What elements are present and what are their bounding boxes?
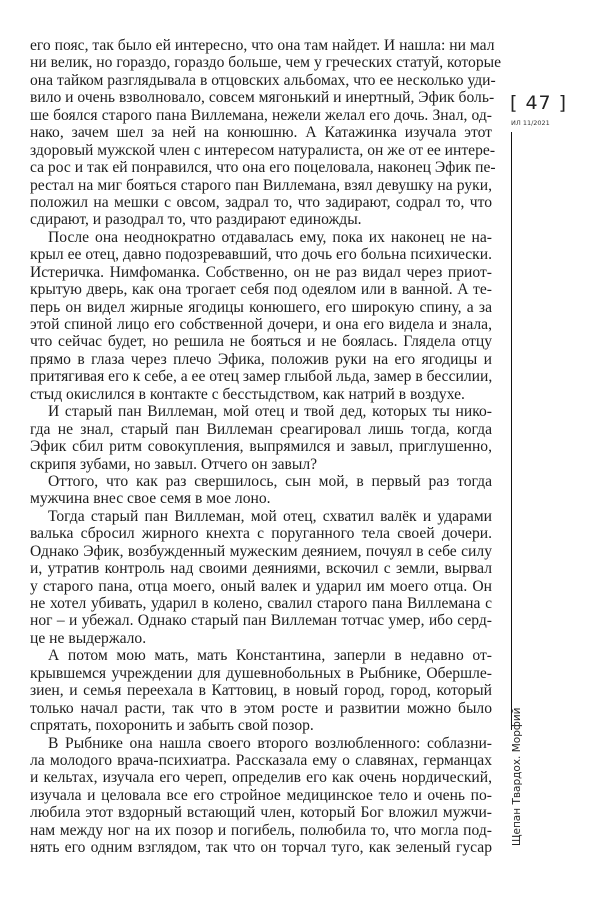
text-line: прямо в глаза через плечо Эфика, положив руки на его ягодицы и (30, 350, 492, 368)
text-line: любила этот вздорный встающий член, который Бог вложил мужчи- (30, 804, 492, 822)
text-line: этой спиной лицо его собственной дочери, и она его видела и знала, (30, 316, 492, 333)
text-line: це не выдержало. (30, 629, 147, 647)
issue-label: ИЛ 11/2021 (511, 119, 550, 127)
vertical-rule (511, 132, 512, 730)
text-line: притягивая его к себе, а ее отец замер глыбой льда, замер в бессилии, (30, 368, 493, 386)
text-line: здоровый мужской член с интересом натуралиста, он же от ее интере- (30, 141, 496, 159)
text-line: Истеричка. Нимфоманка. Собственно, он не раз видал через приот- (30, 263, 492, 281)
text-line: После она неоднократно отдавалась ему, пока их наконец не на- (48, 228, 492, 246)
text-line: положил на мешки с овсом, задрал то, что задирают, содрал то, что (30, 193, 492, 211)
text-line: и, утратив контроль над своими деяниями, вскочил с земли, вырвал (30, 560, 492, 578)
text-line: и кельтах, изучала его череп, определив его как очень нордический, (30, 769, 492, 787)
text-line: Однако Эфик, возбужденный мужеским деянием, почуял в себе силу (30, 542, 492, 560)
body-text (30, 37, 502, 857)
text-line: валька сбросил жирного кнехта с поруганного тела своей дочери. (30, 525, 492, 543)
text-line: стыд окислился в контакте с бесстыдством, как натрий в воздухе. (30, 385, 465, 403)
text-line: что сейчас будет, но решила не бояться и не боялась. Глядела отцу (30, 333, 492, 351)
text-line: крыл ее отец, давно подозревавший, что дочь его больна психически. (30, 246, 492, 264)
text-line: Оттого, что как раз свершилось, сын мой, в первый раз тогда (48, 472, 492, 490)
text-line: Эфик сбил ритм совокупления, выпрямился и завыл, приглушенно, (30, 438, 492, 456)
text-line: крытую дверь, как она трогает себя под одеялом или в ванной. А те- (30, 281, 492, 299)
page-number: [ 47 ] (510, 92, 568, 114)
text-line: не хотел убивать, ударил в колено, свалил старого пана Виллемана с (30, 595, 492, 612)
text-line: она тайком разглядывала в отцовских альбомах, что ее несколько уди- (30, 71, 496, 89)
text-line: ног – и убежал. Однако старый пан Виллеман тотчас умер, ибо серд- (30, 612, 492, 630)
text-line: И старый пан Виллеман, мой отец и твой дед, которых ты нико- (48, 403, 492, 421)
text-line: перь он видел жирные ягодицы конюшего, его широкую спину, а за (30, 298, 492, 316)
text-line: зиен, и семья переехала в Каттовиц, в новый город, город, который (30, 682, 492, 700)
text-line: его пояс, так было ей интересно, что она там найдет. И нашла: ни мал (30, 37, 495, 54)
text-line: спрятать, похоронить и забыть свой позор. (30, 717, 314, 735)
text-line: нам между ног на их позор и погибель, полюбила то, что могла под- (30, 821, 492, 839)
text-line: вило и очень взволновало, совсем мягонький и инертный, Эфик боль- (30, 89, 495, 107)
text-line: В Рыбнике она нашла своего второго возлюбленного: соблазни- (48, 734, 492, 752)
text-line: нять его одним взглядом, так что он торчал туго, как зеленый гусар (30, 839, 492, 857)
running-title: Щепан Твардох. Морфий (511, 707, 523, 846)
text-line: ла молодого врача-психиатра. Рассказала ему о славянах, германцах (30, 751, 492, 769)
text-line: изучала и целовала все его стройное медицинское тело и очень по- (30, 786, 492, 804)
text-line: скрипя зубами, но завыл. Отчего он завыл? (30, 455, 318, 473)
text-line: ше боялся старого пана Виллемана, нежели желал его дочь. Знал, од- (30, 106, 492, 124)
text-line: мужчина внес свое семя в мое лоно. (30, 490, 271, 508)
text-line: А потом мою мать, мать Константина, заперли в недавно от- (48, 647, 492, 665)
text-line: у старого пана, отца моего, оный валек и ударил им моего отца. Он (30, 577, 492, 595)
text-line: сдирают, и разодрал то, что раздирают единожды. (30, 211, 362, 229)
text-line: рестал на миг бояться старого пан Виллемана, взял девушку на руки, (30, 176, 492, 194)
text-line: са рос и так ей понравился, что она его поцеловала, наконец Эфик пе- (30, 159, 496, 177)
text-line: ни велик, но гораздо, гораздо больше, чем у греческих статуй, которые (30, 54, 502, 72)
text-line: только начал расти, так что в этом росте и развитии можно было (30, 699, 492, 717)
text-line: крывшемся учреждении для душевнобольных в Рыбнике, Обершле- (30, 664, 492, 682)
text-line: Тогда старый пан Виллеман, мой отец, схватил валёк и ударами (48, 507, 492, 525)
text-line: нако, зачем шел за ней на конюшню. А Катажинка изучала этот (30, 124, 492, 142)
text-line: гда не знал, старый пан Виллеман среагировал лишь тогда, когда (30, 420, 492, 438)
